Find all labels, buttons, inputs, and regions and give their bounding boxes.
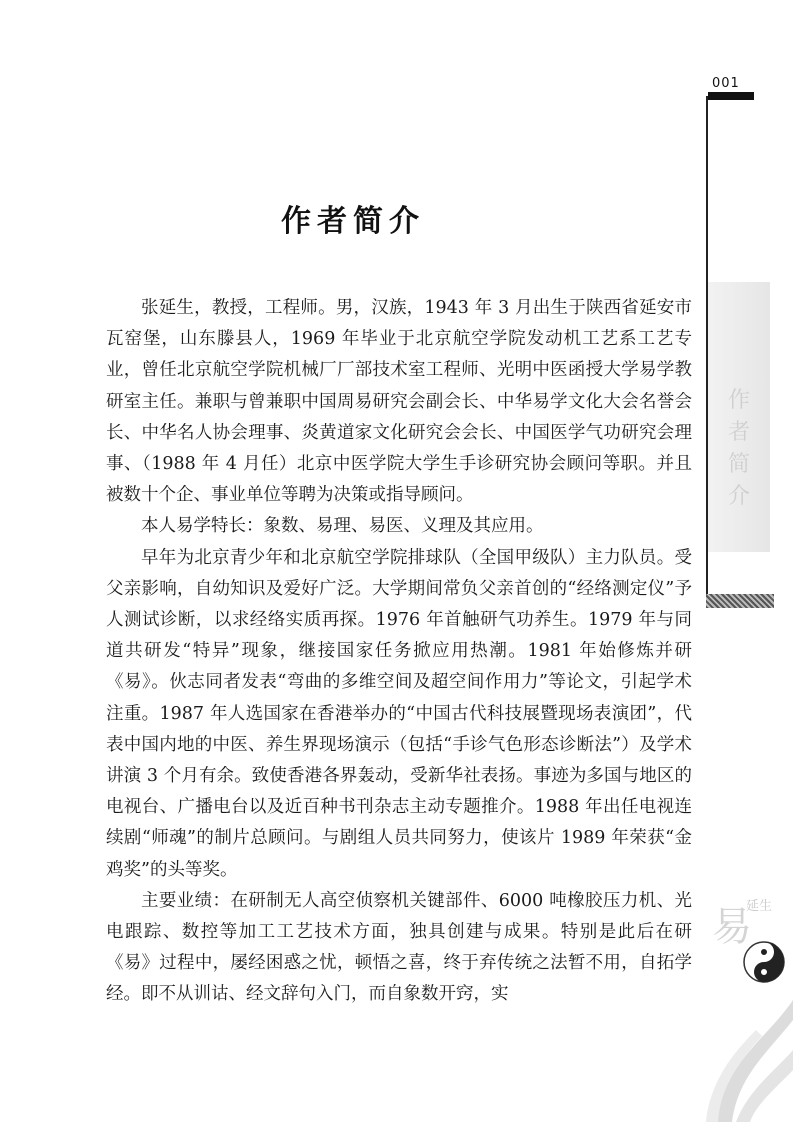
yin-yang-icon (744, 942, 784, 982)
paragraph: 主要业绩：在研制无人高空侦察机关键部件、6000 吨橡胶压力机、光电跟踪、数控等加工工艺技术方面，独具创建与成果。特别是此后在研《易》过程中，屡经困惑之忧，顿悟之喜，终于弃传统之法暂不用，自拓学经。即不从训诂、经文辞句入门，而自象数开窍，实 (106, 890, 692, 1005)
yi-glyph: 易 (712, 904, 752, 950)
body-text (106, 293, 692, 1011)
paragraph: 早年为北京青少年和北京航空学院排球队（全国甲级队）主力队员。受父亲影响，自幼知识及爱好广泛。大学期间常负父亲首创的“经络测定仪”予人测试诊断，以求经络实质再探。1976 年首触研气功养生。1979 年与同道共研发“特异”现象，继接国家任务掀应用热潮。1981 年始修炼并研《易》。伙志同者发表“弯曲的多维空间及超空间作用力”等论文，引起学术注重。1987 年人选国家在香港举办的“中国古代科技展暨现场表演团”，代表中国内地的中医、养生界现场演示（包括“手诊气色形态诊断法”）及学术讲演 3 个月有余。致使香港各界轰动，受新华社表扬。事迹为多国与地区的电视台、广播电台以及近百种书刊杂志主动专题推介。1988 年出任电视连续剧“师魂”的制片总顾问。与剧组人员共同努力，使该片 1989 年荣获“金鸡奖”的头等奖。 (106, 547, 692, 880)
page-number-bar (708, 92, 754, 100)
page-title: 作者简介 (281, 204, 425, 239)
yin-yang-decoration (706, 880, 793, 1122)
paragraph: 张延生，教授，工程师。男，汉族，1943 年 3 月出生于陕西省延安市瓦窑堡，山东滕县人，1969 年毕业于北京航空学院发动机工艺系工艺专业，曾任北京航空学院机械厂厂部技术室工程师、光明中医函授大学易学教研室主任。兼职与曾兼职中国周易研究会副会长、中华易学文化大会名誉会长、中华名人协会理事、炎黄道家文化研究会会长、中国医学气功研究会理事、（1988 年 4 月任）北京中医学院大学生手诊研究协会顾问等职。并且被数十个企、事业单位等聘为决策或指导顾问。 (106, 298, 692, 506)
page-number: 001 (712, 76, 740, 91)
deco-label: 延生 (746, 899, 773, 914)
chapter-side-tab-label: 作者简介 (727, 388, 750, 509)
decorative-band (706, 594, 774, 608)
paragraph: 本人易学特长：象数、易理、易医、义理及其应用。 (141, 516, 544, 537)
